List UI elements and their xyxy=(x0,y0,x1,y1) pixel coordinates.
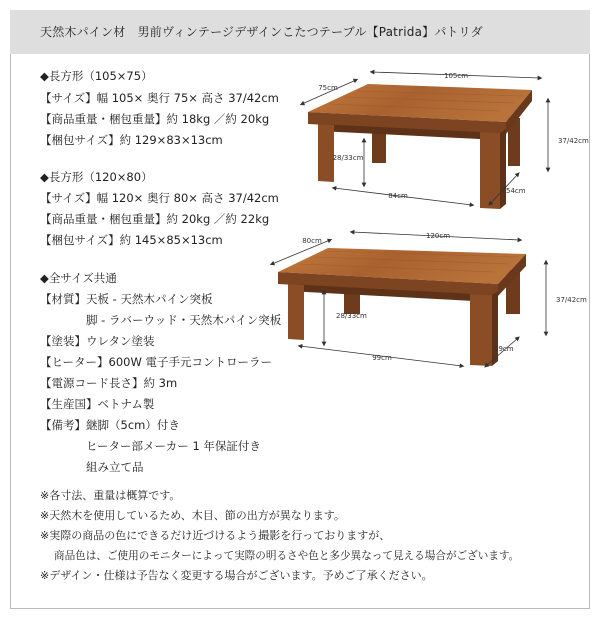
table-120-inner-depth-label: 59cm xyxy=(494,345,514,353)
table-105-inner-width-label: 84cm xyxy=(388,192,408,200)
table-105-inner-height-label: 28/33cm xyxy=(332,154,364,162)
finish-line: 【塗装】ウレタン塗装 xyxy=(40,334,155,348)
table-105-height-label: 37/42cm xyxy=(558,137,589,145)
cord-line: 【電源コード長さ】約 3m xyxy=(40,376,178,390)
table-120-inner-height-label: 28/33cm xyxy=(336,312,367,320)
note-3: ※実際の商品の色にできるだけ近づけるよう撮影を行っておりますが、 xyxy=(40,529,391,542)
common-heading: ◆全サイズ共通 xyxy=(40,271,117,285)
origin-line: 【生産国】ベトナム製 xyxy=(40,397,155,411)
remarks-line-2: ヒーター部メーカー 1 年保証付き xyxy=(86,439,261,453)
spec-120-heading: ◆長方形（120×80） xyxy=(40,170,153,184)
note-5: ※デザイン・仕様は予告なく変更する場合がございます。予めご了承ください。 xyxy=(40,569,433,582)
table-105-inner-depth-label: 54cm xyxy=(506,187,526,195)
material-line-2: 脚 - ラバーウッド・天然木パイン突板 xyxy=(86,313,282,327)
note-4: 商品色は、ご使用のモニターによって実際の明るさや色と多少異なって見える場合がございます。 xyxy=(54,550,520,562)
heater-line: 【ヒーター】600W 電子手元コントローラー xyxy=(40,355,273,369)
spec-120-package: 【梱包サイズ】約 145×85×13cm xyxy=(40,233,223,247)
material-line-1: 【材質】天板 - 天然木パイン突板 xyxy=(40,292,213,306)
remarks-line-1: 【備考】継脚（5cm）付き xyxy=(40,418,180,432)
table-105-width-label: 105cm xyxy=(443,72,469,80)
spec-105-size: 【サイズ】幅 105× 奥行 75× 高さ 37/42cm xyxy=(40,91,279,105)
table-120-illustration xyxy=(278,248,526,366)
table-105-depth-label: 75cm xyxy=(318,84,338,92)
remarks-line-3: 組み立て品 xyxy=(86,460,144,474)
note-2: ※天然木を使用しているため、木目、節の出方が異なります。 xyxy=(40,509,345,522)
spec-105-weight: 【商品重量・梱包重量】約 18kg ／約 20kg xyxy=(40,112,270,126)
table-120-depth-label: 80cm xyxy=(302,237,322,245)
table-120-width-label: 120cm xyxy=(425,232,451,240)
table-120-inner-width-label: 99cm xyxy=(372,354,392,362)
page-title: 天然木パイン材 男前ヴィンテージデザインこたつテーブル【Patrida】パトリダ xyxy=(40,25,483,39)
spec-105-heading: ◆長方形（105×75） xyxy=(40,69,153,83)
table-105-illustration xyxy=(308,84,532,209)
table-120-height-label: 37/42cm xyxy=(556,296,587,304)
spec-120-size: 【サイズ】幅 120× 奥行 80× 高さ 37/42cm xyxy=(40,191,279,205)
note-1: ※各寸法、重量は概算です。 xyxy=(40,489,181,502)
spec-120-weight: 【商品重量・梱包重量】約 20kg ／約 22kg xyxy=(40,212,270,226)
spec-105-package: 【梱包サイズ】約 129×83×13cm xyxy=(40,133,223,147)
